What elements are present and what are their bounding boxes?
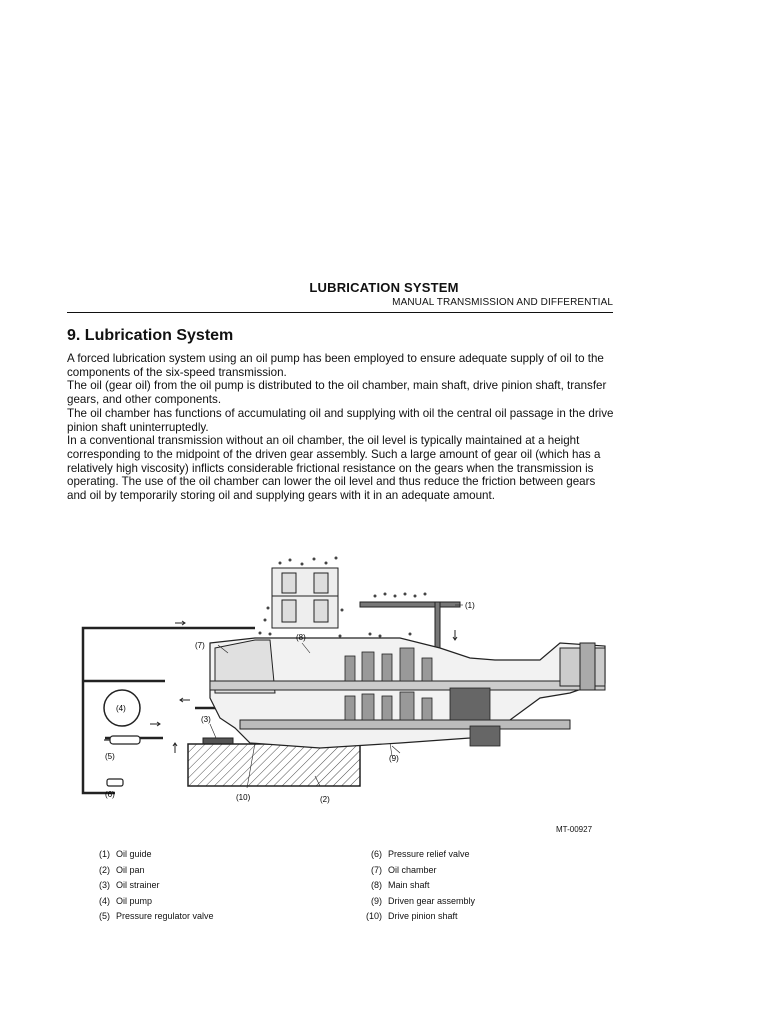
callout-4: (4) [116, 704, 126, 713]
legend-item [356, 849, 475, 865]
legend-num: (1) [99, 849, 110, 859]
paragraph: In a conventional transmission without an oil chamber, the oil level is typically maintained at a height corresponding to the midpoint of the driven gear assembly. Such a large amount of gear oil (which has a relatively high viscosity) inflicts considerable frictional resistance on the gears when the transmission is operating. The use of the oil chamber can lower the oil level and thus reduce the friction between gears and oil by temporarily storing oil and supplying gears with it in an adequate amount. [67, 434, 601, 503]
body-text [67, 352, 615, 503]
callout-9: (9) [389, 754, 399, 763]
legend-label: Pressure relief valve [388, 849, 470, 859]
legend-num: (9) [371, 895, 382, 906]
legend-item [356, 896, 475, 912]
callout-7: (7) [195, 641, 205, 650]
legend-num: (10) [365, 911, 382, 921]
legend-left [84, 849, 214, 927]
legend-label: Oil pump [116, 895, 153, 906]
callout-1: (1) [465, 601, 475, 610]
legend-label: Driven gear assembly [388, 895, 476, 906]
legend-num: (8) [371, 880, 382, 890]
page-header-title: LUBRICATION SYSTEM [309, 280, 459, 295]
legend-num: (4) [99, 895, 110, 906]
callout-10: (10) [236, 793, 251, 802]
legend-item [356, 880, 475, 896]
legend-item [84, 849, 214, 865]
callout-2: (2) [320, 795, 330, 804]
legend-label: Oil strainer [116, 880, 160, 890]
legend-num: (3) [99, 880, 110, 890]
figure-id: MT-00927 [556, 825, 593, 834]
callout-3: (3) [201, 715, 211, 724]
legend-num: (6) [371, 849, 382, 859]
legend-label: Main shaft [388, 880, 430, 890]
callout-6: (6) [105, 790, 115, 799]
legend-num: (5) [99, 911, 110, 921]
callout-layer [70, 548, 610, 808]
legend-label: Drive pinion shaft [388, 911, 458, 921]
legend-item [356, 865, 475, 881]
legend-label: Pressure regulator valve [116, 911, 214, 921]
legend-num: (2) [99, 864, 110, 875]
paragraph: The oil chamber has functions of accumulating oil and supplying with oil the central oil passage in the drive pinion shaft uninterruptedly. [67, 406, 614, 434]
paragraph: The oil (gear oil) from the oil pump is distributed to the oil chamber, main shaft, drive pinion shaft, transfer gears, and other components. [67, 379, 607, 407]
page-header-subtitle: MANUAL TRANSMISSION AND DIFFERENTIAL [392, 297, 613, 308]
legend-num: (7) [371, 864, 382, 875]
callout-5: (5) [105, 752, 115, 761]
legend-item [356, 911, 475, 927]
callout-8: (8) [296, 633, 306, 642]
section-title: 9. Lubrication System [67, 327, 234, 344]
legend-item [84, 896, 214, 912]
legend-label: Oil chamber [388, 864, 437, 875]
paragraph: A forced lubrication system using an oil pump has been employed to ensure adequate supply of oil to the components of the six-speed transmission. [67, 352, 604, 379]
legend-label: Oil guide [116, 849, 152, 859]
header-rule [67, 312, 613, 313]
legend-item [84, 880, 214, 896]
legend-right [356, 849, 475, 927]
legend-item [84, 911, 214, 927]
legend-label: Oil pan [116, 864, 145, 875]
lubrication-diagram [70, 548, 610, 813]
legend-item [84, 865, 214, 881]
